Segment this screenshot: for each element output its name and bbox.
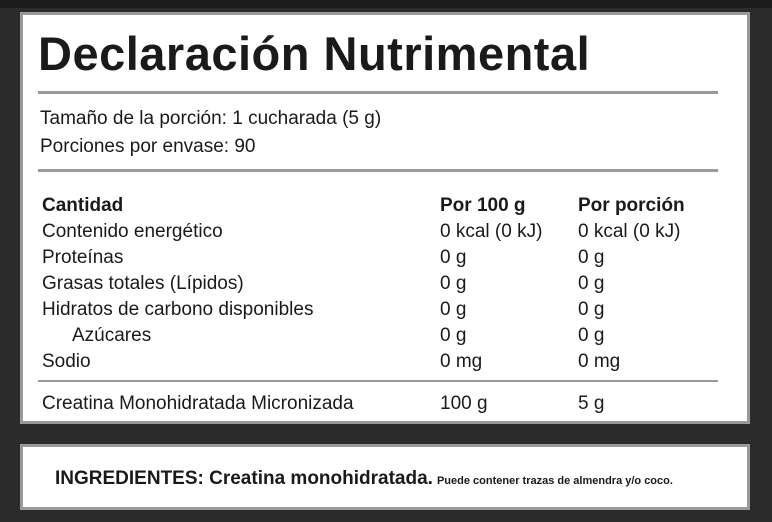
- nutrient-per-100g: 0 g: [440, 325, 467, 346]
- table-row: [42, 299, 718, 325]
- divider-title: [38, 91, 718, 94]
- nutrient-name: Grasas totales (Lípidos): [42, 273, 244, 294]
- header-cantidad: Cantidad: [42, 195, 124, 216]
- nutrient-per-100g: 100 g: [440, 393, 488, 414]
- serving-size: Tamaño de la porción: 1 cucharada (5 g): [40, 108, 382, 129]
- nutrient-name: Hidratos de carbono disponibles: [42, 299, 314, 320]
- nutrient-per-100g: 0 g: [440, 247, 467, 268]
- table-row: [42, 351, 718, 377]
- nutrient-per-serving: 0 kcal (0 kJ): [578, 221, 681, 242]
- nutrient-per-serving: 0 g: [578, 325, 605, 346]
- label-title: Declaración Nutrimental: [38, 27, 591, 80]
- nutrient-per-serving: 5 g: [578, 393, 605, 414]
- nutrient-name: Proteínas: [42, 247, 124, 268]
- nutrient-per-100g: 0 g: [440, 273, 467, 294]
- ingredients-main: INGREDIENTES: Creatina monohidratada.: [55, 468, 433, 489]
- nutrient-per-100g: 0 kcal (0 kJ): [440, 221, 543, 242]
- servings-per-container: Porciones por envase: 90: [40, 136, 256, 157]
- top-dark-strip: [0, 0, 772, 8]
- nutrient-per-100g: 0 g: [440, 299, 467, 320]
- nutrient-per-serving: 0 mg: [578, 351, 621, 372]
- divider-extra: [38, 380, 718, 382]
- nutrient-name: Azúcares: [72, 325, 152, 346]
- table-header-row: [42, 195, 718, 221]
- nutrient-name: Creatina Monohidratada Micronizada: [42, 393, 354, 414]
- nutrient-name: Sodio: [42, 351, 91, 372]
- nutrient-per-serving: 0 g: [578, 299, 605, 320]
- nutrient-per-serving: 0 g: [578, 273, 605, 294]
- table-row: [42, 247, 718, 273]
- table-row: [42, 221, 718, 247]
- divider-serving: [38, 169, 718, 172]
- header-por-100g: Por 100 g: [440, 195, 526, 216]
- ingredients-line: [55, 468, 673, 490]
- ingredients-panel: [20, 444, 750, 510]
- header-por-porcion: Por porción: [578, 195, 685, 216]
- nutrient-name: Contenido energético: [42, 221, 223, 242]
- nutrient-per-100g: 0 mg: [440, 351, 483, 372]
- table-row-creatine: [42, 393, 718, 419]
- table-row: [42, 325, 718, 351]
- allergen-note: Puede contener trazas de almendra y/o coco.: [436, 475, 673, 487]
- nutrient-per-serving: 0 g: [578, 247, 605, 268]
- table-row: [42, 273, 718, 299]
